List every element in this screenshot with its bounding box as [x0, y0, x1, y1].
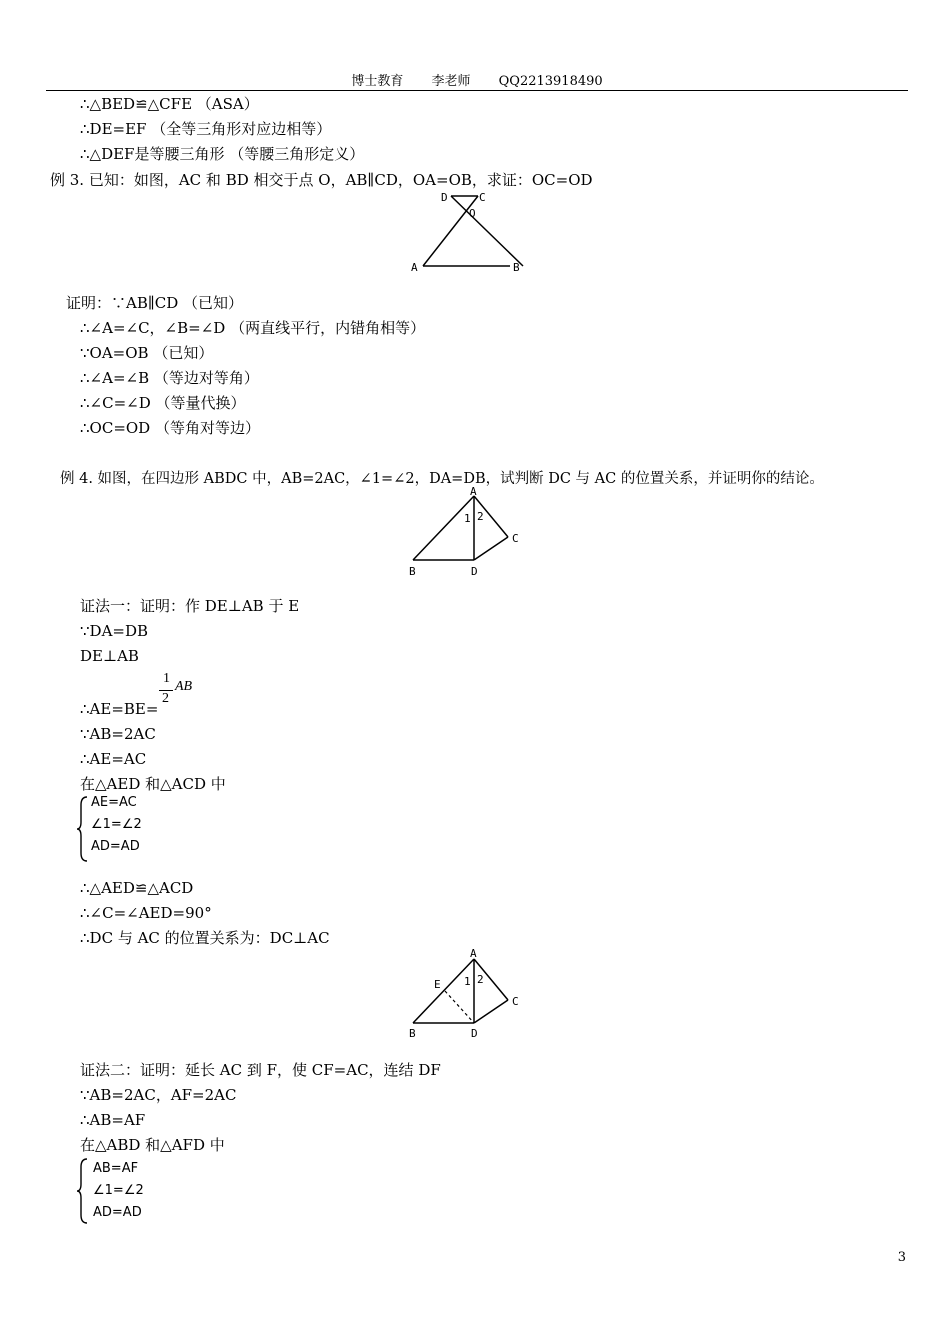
text-line: 证明：∵AB∥CD （已知） [66, 294, 244, 312]
text-line: ∴△DEF是等腰三角形 （等腰三角形定义） [80, 145, 365, 163]
text-line: ∴OC=OD （等角对等边） [80, 419, 260, 437]
brace-item: ∠1=∠2 [93, 1183, 144, 1198]
text-line: 证法二：证明：延长 AC 到 F，使 CF=AC，连结 DF [80, 1061, 441, 1079]
page-number: 3 [897, 1250, 906, 1265]
text-line: ∴∠C=∠AED=90° [80, 904, 212, 922]
label-A: A [470, 947, 477, 960]
left-brace [76, 1157, 90, 1225]
example-3-heading: 例 3. 已知：如图，AC 和 BD 相交于点 O，AB∥CD，OA=OB，求证：OC=OD [50, 171, 593, 189]
label-D: D [471, 565, 478, 578]
label-C: C [512, 532, 519, 545]
label-angle-1: 1 [464, 975, 471, 988]
text-line: ∴△AED≌△ACD [80, 879, 194, 897]
brace-item: ∠1=∠2 [91, 817, 142, 832]
label-D: D [471, 1027, 478, 1040]
label-C: C [512, 995, 519, 1008]
label-angle-2: 2 [477, 973, 484, 986]
brace-item: AE=AC [91, 795, 137, 810]
text-line: 在△AED 和△ACD 中 [80, 775, 226, 793]
brace-item: AD=AD [93, 1205, 142, 1220]
label-B: B [513, 261, 520, 274]
figure-proof-1 [405, 945, 530, 1040]
label-angle-1: 1 [464, 512, 471, 525]
label-A: A [411, 261, 418, 274]
brace-system-1 [91, 792, 142, 858]
text-line: 证法一：证明：作 DE⊥AB 于 E [80, 597, 300, 615]
figure-example-4 [405, 485, 530, 580]
label-C: C [479, 191, 486, 204]
text-line: ∴∠C=∠D （等量代换） [80, 394, 246, 412]
fraction-numerator: 1 [163, 671, 170, 686]
text-line: ∴AB=AF [80, 1111, 146, 1129]
header-teacher: 李老师 [431, 74, 471, 89]
label-B: B [409, 565, 416, 578]
label-E: E [434, 978, 441, 991]
brace-system-2 [93, 1158, 144, 1224]
text-line: DE⊥AB [80, 647, 139, 665]
text-line: ∴∠A=∠C，∠B=∠D （两直线平行，内错角相等） [80, 319, 426, 337]
text-line: ∴DC 与 AC 的位置关系为：DC⊥AC [80, 929, 330, 947]
text-line: ∴△BED≌△CFE （ASA） [80, 95, 259, 113]
text-line: ∵DA=DB [80, 622, 149, 640]
text-line: ∴∠A=∠B （等边对等角） [80, 369, 259, 387]
brace-item: AB=AF [93, 1161, 139, 1176]
text-line: 在△ABD 和△AFD 中 [80, 1136, 225, 1154]
text-line: ∵AB=2AC [80, 725, 156, 743]
label-D: D [441, 191, 448, 204]
header-contact: QQ2213918490 [498, 74, 603, 89]
text-line: ∴AE=BE= [80, 700, 159, 718]
page-header [46, 70, 908, 91]
label-B: B [409, 1027, 416, 1040]
example-4-heading: 例 4. 如图，在四边形 ABDC 中，AB=2AC，∠1=∠2，DA=DB，试判断 DC 与 AC 的位置关系，并证明你的结论。 [60, 471, 824, 487]
figure-example-3 [405, 190, 530, 275]
brace-item: AD=AD [91, 839, 140, 854]
text-line: ∴DE=EF （全等三角形对应边相等） [80, 120, 332, 138]
label-A: A [470, 485, 477, 498]
label-O: O [469, 207, 476, 220]
text-line: ∵AB=2AC，AF=2AC [80, 1086, 237, 1104]
left-brace [76, 795, 90, 863]
fraction-denominator: 2 [162, 691, 169, 706]
text-line: ∵OA=OB （已知） [80, 344, 214, 362]
label-angle-2: 2 [477, 510, 484, 523]
text-line: ∴AE=AC [80, 750, 147, 768]
fraction-variable: AB [175, 679, 193, 694]
header-org: 博士教育 [351, 74, 404, 89]
